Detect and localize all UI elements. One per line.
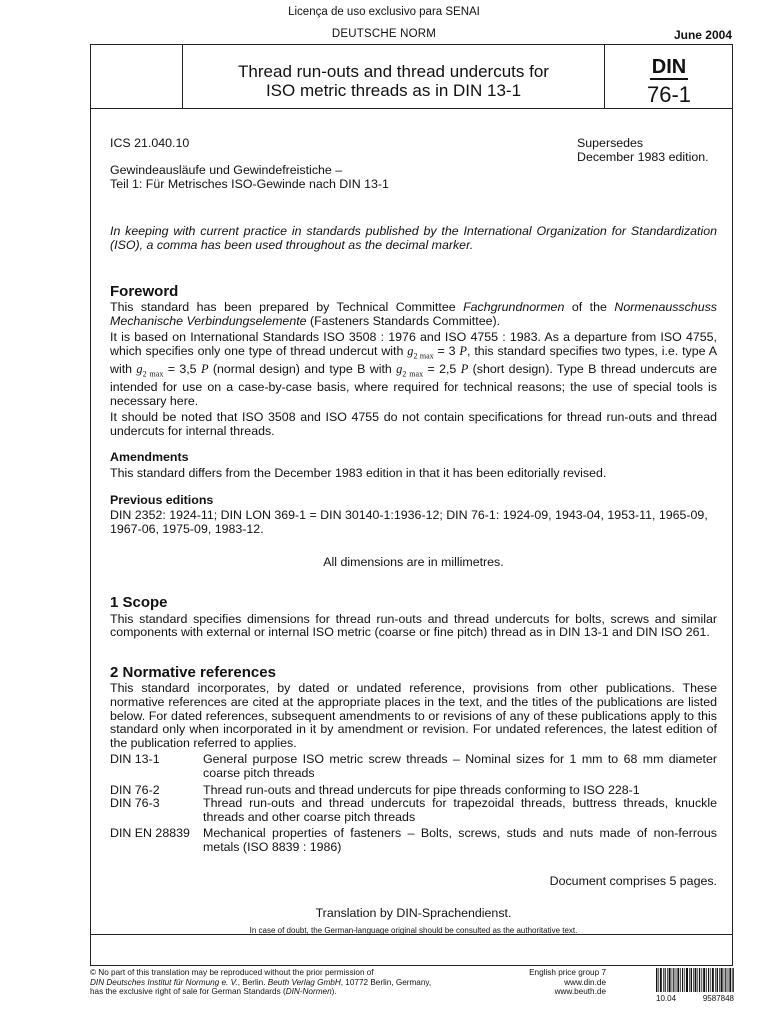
reference-item bbox=[110, 753, 717, 780]
reference-code: DIN EN 28839 bbox=[110, 826, 190, 841]
previous-editions-text: DIN 2352: 1924-11; DIN LON 369-1 = DIN 30140-1:1936-12; DIN 76-1: 1924-09, 1943-04, 1953-11, 1965-09, 1967-06, 1975-09, 1983-12. bbox=[110, 508, 708, 536]
standard-number: 76-1 bbox=[646, 82, 692, 107]
copyright-line: has the exclusive right of sale for German Standards (DIN-Normen). bbox=[90, 987, 337, 997]
divider bbox=[90, 108, 733, 109]
price-group: English price group 7 bbox=[529, 968, 606, 977]
decimal-marker-note: In keeping with current practice in standards published by the International Organization for Standardization (ISO), a comma has been used throughout as the decimal marker. bbox=[110, 224, 717, 252]
dimensions-note: All dimensions are in millimetres. bbox=[323, 555, 504, 570]
reference-title: Mechanical properties of fasteners – Bolts, screws, studs and nuts made of non-ferrous metals (ISO 8839 : 1986) bbox=[203, 826, 717, 854]
price-info bbox=[500, 968, 606, 997]
supersedes-label: Supersedes bbox=[577, 136, 644, 150]
publication-date: June 2004 bbox=[673, 28, 732, 42]
document-body bbox=[110, 137, 717, 936]
supersedes bbox=[577, 137, 717, 164]
page-count-note: Document comprises 5 pages. bbox=[549, 873, 717, 888]
translation-note: Translation by DIN-Sprachendienst. bbox=[315, 906, 512, 921]
document-title bbox=[183, 62, 604, 100]
copyright-line: © No part of this translation may be reproduced without the prior permission of bbox=[90, 968, 374, 977]
previous-editions-heading: Previous editions bbox=[110, 492, 214, 507]
barcode-caption bbox=[656, 994, 734, 1003]
german-title-line: Gewindeausläufe und Gewindefreistiche – bbox=[110, 163, 343, 178]
copyright-footer bbox=[90, 968, 490, 997]
title-line: ISO metric threads as in DIN 13-1 bbox=[265, 81, 522, 100]
supersedes-edition: December 1983 edition. bbox=[577, 149, 709, 164]
barcode-icon bbox=[656, 968, 734, 992]
authoritative-text-note: In case of doubt, the German-language original should be consulted as the authoritative text. bbox=[249, 925, 578, 935]
german-title-line: Teil 1: Für Metrisches ISO-Gewinde nach DIN 13-1 bbox=[110, 176, 389, 191]
reference-list bbox=[110, 753, 717, 854]
amendments-heading: Amendments bbox=[110, 450, 189, 465]
normative-references-heading: 2 Normative references bbox=[110, 663, 276, 681]
norm-label: DEUTSCHE NORM bbox=[331, 28, 437, 40]
barcode-date: 10.04 bbox=[656, 994, 677, 1003]
reference-code: DIN 76-3 bbox=[110, 796, 160, 811]
foreword-paragraph: It is based on International Standards ISO 3508 : 1976 and ISO 4755 : 1983. As a departure from ISO 4755, which specifies only one type of thread undercut with $g_{2 max} = 3$ P, this standard specifies two types, i.e. type A with $g_{2 max} = 3,5$ P (normal design) and type B with $g_{2 max} = 2,5$ P (short design). Type B thread undercuts are intended for use on a case-by-case basis, where required for technical reasons; the use of special tools is necessary here. bbox=[110, 330, 717, 408]
ics-code: ICS 21.040.10 bbox=[110, 136, 190, 150]
foreword-heading: Foreword bbox=[110, 282, 179, 300]
scope-heading: 1 Scope bbox=[110, 594, 168, 611]
barcode-number: 9587848 bbox=[702, 994, 734, 1003]
reference-code: DIN 13-1 bbox=[110, 752, 160, 767]
reference-item bbox=[110, 784, 717, 798]
reference-item bbox=[110, 797, 717, 824]
reference-code: DIN 76-2 bbox=[110, 782, 160, 797]
reference-title: Thread run-outs and thread undercuts for pipe threads conforming to ISO 228-1 bbox=[203, 782, 640, 797]
reference-item bbox=[110, 827, 717, 854]
foreword-paragraph: It should be noted that ISO 3508 and ISO 4755 do not contain specifications for thread run-outs and thread undercuts for internal threads. bbox=[110, 410, 717, 438]
license-notice: Licença de uso exclusivo para SENAI bbox=[288, 6, 480, 18]
din-logo-text: DIN bbox=[651, 56, 687, 78]
beuth-website-link[interactable]: www.beuth.de bbox=[554, 987, 606, 997]
normative-references-intro: This standard incorporates, by dated or undated reference, provisions from other publications. These normative references are cited at the appropriate places in the text, and the titles of the publications are listed below. For dated references, subsequent amendments to or revisions of any of these publications apply to this standard only when incorporated in it by amendment or revision. For undated references, the latest edition of the publication referred to applies. bbox=[110, 681, 717, 750]
foreword-paragraph: This standard has been prepared by Technical Committee Fachgrundnormen of the Normenausschuss Mechanische Verbindungselemente (Fasteners Standards Committee). bbox=[110, 300, 717, 328]
title-line: Thread run-outs and thread undercuts for bbox=[238, 62, 549, 81]
scope-text: This standard specifies dimensions for thread run-outs and thread undercuts for bolts, screws and similar components with external or internal ISO metric (coarse or fine pitch) thread as in DIN 13-1 and DIN ISO 261. bbox=[110, 611, 717, 640]
divider bbox=[90, 934, 733, 935]
reference-title: General purpose ISO metric screw threads – Nominal sizes for 1 mm to 68 mm diameter coarse pitch threads bbox=[203, 752, 717, 780]
amendments-text: This standard differs from the December 1983 edition in that it has been editorially revised. bbox=[110, 466, 607, 481]
german-title bbox=[110, 164, 717, 191]
reference-title: Thread run-outs and thread undercuts for trapezoidal threads, buttress threads, knuckle threads and other coarse pitch threads bbox=[203, 796, 717, 824]
din-logo bbox=[605, 56, 733, 79]
din-website-link[interactable]: www.din.de bbox=[564, 977, 606, 987]
copyright-line: DIN Deutsches Institut für Normung e. V., Berlin. Beuth Verlag GmbH, 10772 Berlin, Germany, bbox=[90, 977, 432, 987]
